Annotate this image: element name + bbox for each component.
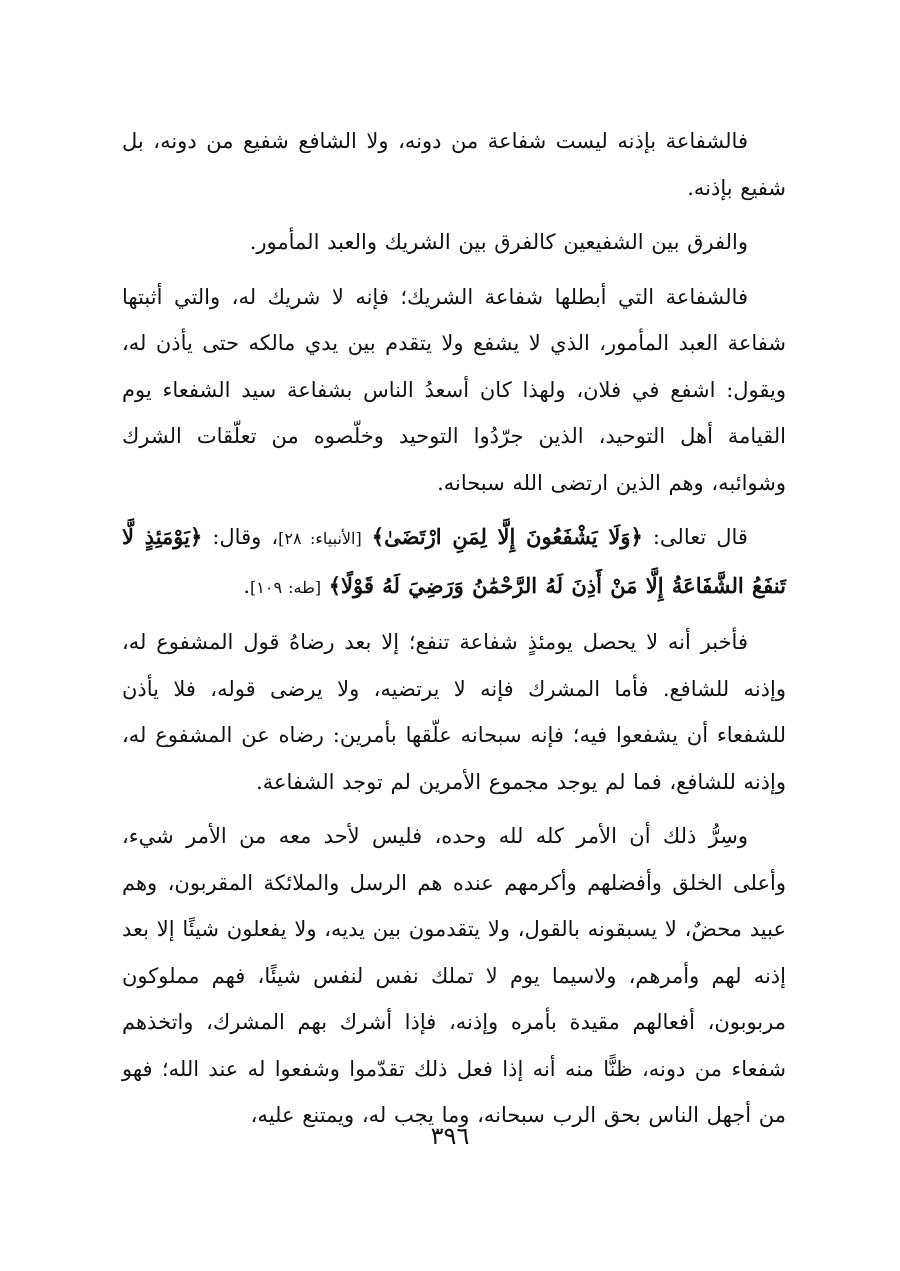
verse-reference-2: [طه: ١٠٩]: [250, 577, 322, 597]
paragraph-end: .: [243, 573, 250, 598]
paragraph-3: فالشفاعة التي أبطلها شفاعة الشريك؛ فإنه لا شريك له، والتي أثبتها شفاعة العبد المأمور، الذي لا يشفع ولا يتقدم بين يدي مالكه حتى يأذن له، ويقول: اشفع في فلان، ولهذا كان أسعدُ الناس بشفاعة سيد الشفعاء يوم القيامة أهل التوحيد، الذين جرّدُوا التوحيد وخلّصوه من تعلّقات الشرك وشوائبه، وهم الذين ارتضى الله سبحانه.: [122, 284, 786, 495]
quran-connector: ، وقال:: [212, 525, 279, 549]
paragraph-4-quran: [122, 514, 786, 611]
quran-verse-1: ﴿وَلَا يَشْفَعُونَ إِلَّا لِمَنِ ارْتَضَىٰ﴾: [371, 524, 643, 549]
paragraph-6: وسِرُّ ذلك أن الأمر كله لله وحده، فليس لأحد معه من الأمر شيء، وأعلى الخلق وأفضلهم وأكرمهم عنده هم الرسل والملائكة المقربون، وهم عبيد محضٌ، لا يسبقونه بالقول، ولا يتقدمون بين يديه، ولا يفعلون شيئًا إلا بعد إذنه لهم وأمرهم، ولاسيما يوم لا تملك نفس لنفس شيئًا، فهم مملوكون مربوبون، أفعالهم مقيدة بأمره وإذنه، فإذا أشرك بهم المشرك، واتخذهم شفعاء من دونه، ظنًّا منه أنه إذا فعل ذلك تقدّموا وشفعوا له عند الله؛ فهو من أجهل الناس بحق الرب سبحانه، وما يجب له، ويمتنع عليه،: [122, 824, 786, 1127]
paragraph-2: والفرق بين الشفيعين كالفرق بين الشريك والعبد المأمور.: [249, 230, 748, 254]
paragraph-1: فالشفاعة بإذنه ليست شفاعة من دونه، ولا الشافع شفيع من دونه، بل شفيع بإذنه.: [122, 129, 786, 200]
paragraph-5: فأخبر أنه لا يحصل يومئذٍ شفاعة تنفع؛ إلا بعد رضاهُ قول المشفوع له، وإذنه للشافع. فأما المشرك فإنه لا يرتضيه، ولا يرضى قوله، فلا يأذن للشفعاء أن يشفعوا فيه؛ فإنه سبحانه علّقها بأمرين: رضاه عن المشفوع له، وإذنه للشافع، فما لم يوجد مجموع الأمرين لم توجد الشفاعة.: [122, 630, 786, 794]
verse-reference-1: [الأنبياء: ٢٨]: [278, 529, 362, 548]
page-number: ٣٩٦: [430, 1122, 470, 1150]
document-page: [122, 118, 786, 1147]
quran-verse-2: ﴿يَوْمَئِذٍ لَّا تَنفَعُ الشَّفَاعَةُ إِلَّا مَنْ أَذِنَ لَهُ الرَّحْمَٰنُ وَرَضِيَ لَهُ قَوْلًا﴾: [122, 524, 786, 598]
quran-intro: قال تعالى:: [652, 525, 748, 549]
